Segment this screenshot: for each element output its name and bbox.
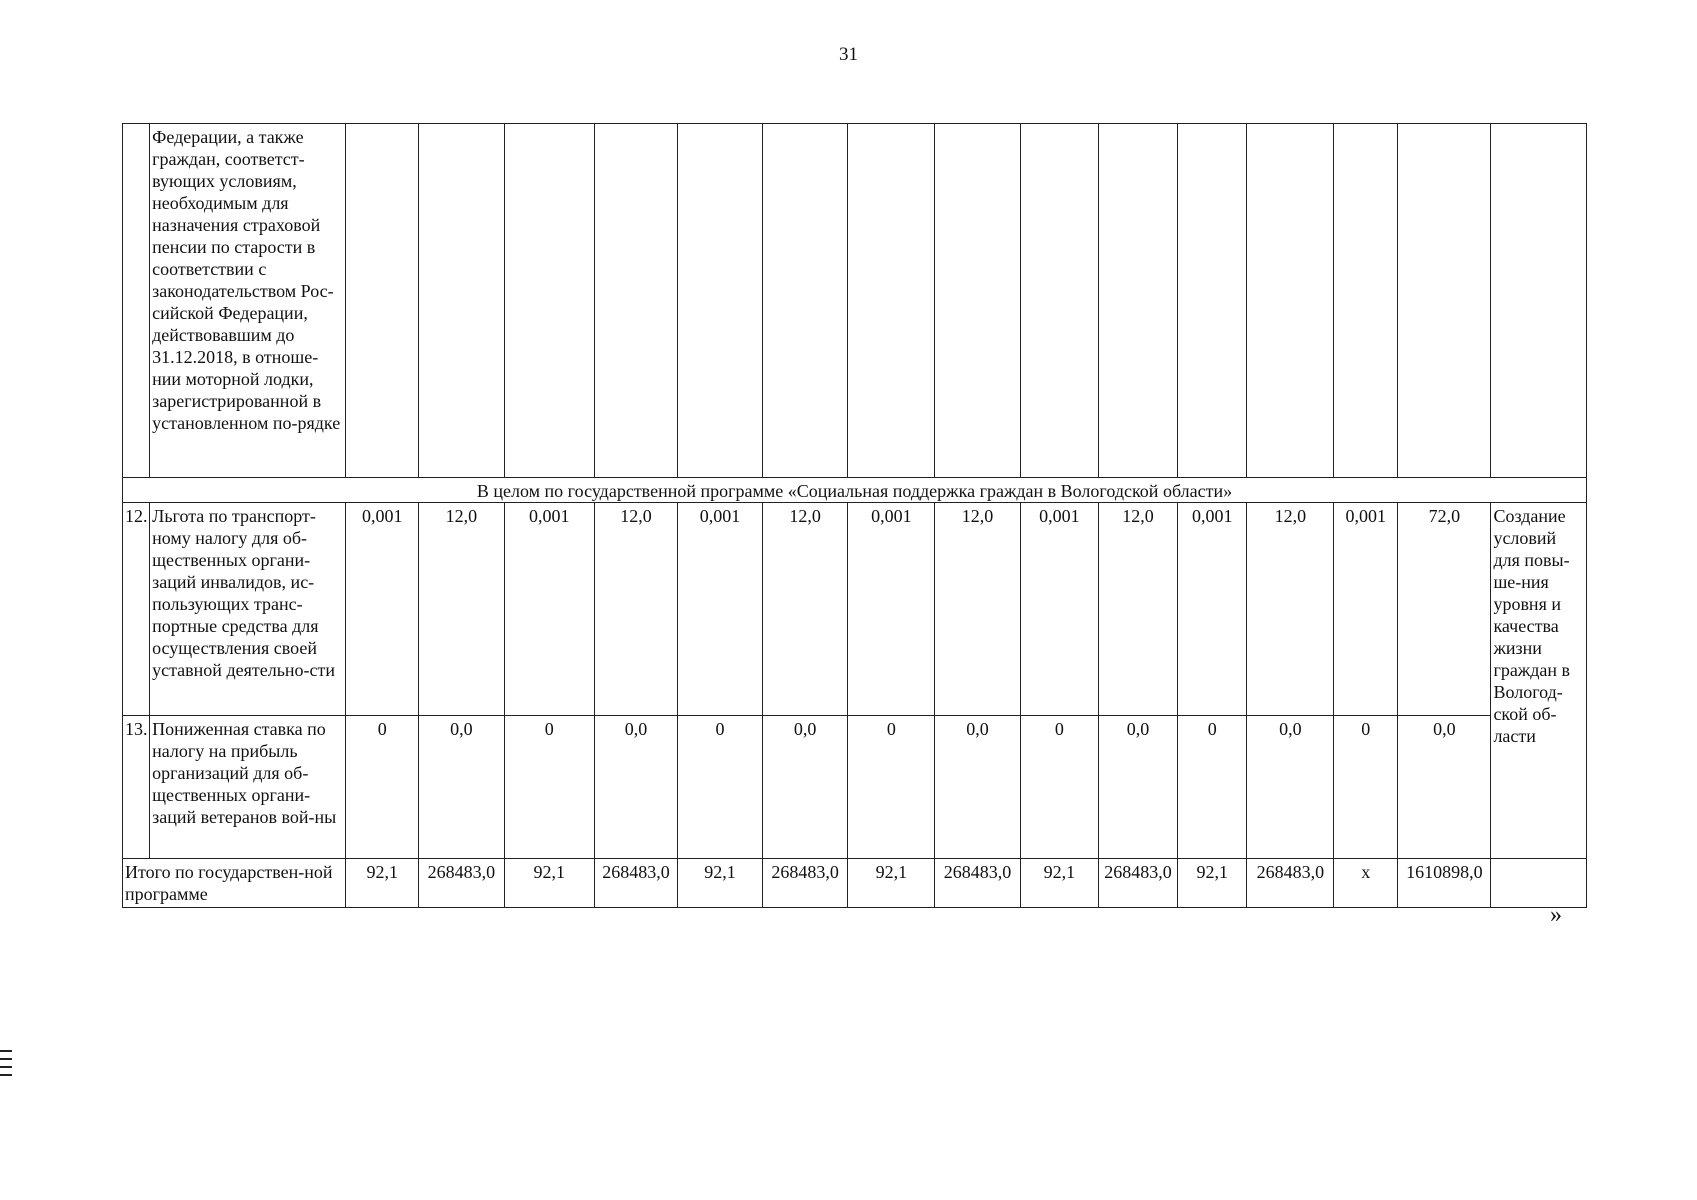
value-cell (1247, 124, 1334, 478)
margin-mark (0, 1050, 12, 1052)
value-cell: 12,0 (1098, 503, 1177, 716)
row-description: Федерации, а также граждан, соответст-вующих условиям, необходимым для назначения страховой пенсии по старости в соответствии с законодательством Рос-сийской Федерации, действовавшим до 31.12.2018, в отноше-нии моторной лодки, зарегистрированной в установленном по-рядке (150, 124, 346, 478)
table-row (123, 716, 1587, 859)
total-value-cell: 92,1 (1178, 859, 1247, 908)
value-cell (935, 124, 1021, 478)
value-cell (1098, 124, 1177, 478)
row-description: Льгота по транспорт-ному налогу для об-щественных органи-заций инвалидов, ис-пользующих транс-портные средства для осуществления своей уставной деятельно-сти (150, 503, 346, 716)
value-cell: 0,001 (678, 503, 763, 716)
total-value-cell: 268483,0 (419, 859, 505, 908)
value-cell: 0,0 (935, 716, 1021, 859)
total-value-cell: 92,1 (678, 859, 763, 908)
value-cell: 0,0 (1098, 716, 1177, 859)
value-cell: 0,001 (346, 503, 419, 716)
value-cell: 12,0 (762, 503, 848, 716)
margin-mark (0, 1074, 12, 1076)
table-row (123, 503, 1587, 716)
value-cell: 0,0 (419, 716, 505, 859)
margin-mark (0, 1066, 12, 1068)
value-cell: 0 (1334, 716, 1398, 859)
total-value-cell: 268483,0 (935, 859, 1021, 908)
value-cell: 12,0 (594, 503, 678, 716)
value-cell: 0,001 (1334, 503, 1398, 716)
scan-margin-marks (0, 1050, 12, 1082)
total-value-cell: 92,1 (346, 859, 419, 908)
section-header-row (123, 478, 1587, 503)
value-cell: 12,0 (1247, 503, 1334, 716)
program-table (122, 123, 1587, 908)
total-value-cell: 268483,0 (1098, 859, 1177, 908)
value-cell (504, 124, 594, 478)
margin-mark (0, 1058, 12, 1060)
value-cell (594, 124, 678, 478)
section-header: В целом по государственной программе «Социальная поддержка граждан в Вологодской области» (123, 478, 1587, 503)
page-number: 31 (839, 44, 858, 65)
value-cell: 0 (346, 716, 419, 859)
total-row (123, 859, 1587, 908)
value-cell: 0 (848, 716, 935, 859)
result-cell (1491, 859, 1587, 908)
value-cell (346, 124, 419, 478)
value-cell: 72,0 (1398, 503, 1491, 716)
value-cell: 0 (504, 716, 594, 859)
row-number: 13. (123, 716, 150, 859)
row-description: Пониженная ставка по налогу на прибыль организаций для об-щественных органи-заций ветеранов вой-ны (150, 716, 346, 859)
total-value-cell: 1610898,0 (1398, 859, 1491, 908)
value-cell: 0,0 (1247, 716, 1334, 859)
value-cell: 0,0 (762, 716, 848, 859)
total-value-cell: 268483,0 (762, 859, 848, 908)
value-cell: 0,001 (1020, 503, 1098, 716)
result-cell: Создание условий для повы-ше-ния уровня и качества жизни граждан в Вологод-ской об-ласти (1491, 503, 1587, 859)
value-cell: 12,0 (419, 503, 505, 716)
value-cell: 0,0 (594, 716, 678, 859)
closing-quote-mark: » (1550, 902, 1562, 928)
value-cell (762, 124, 848, 478)
value-cell (678, 124, 763, 478)
total-label: Итого по государствен-ной программе (123, 859, 346, 908)
total-value-cell: 268483,0 (1247, 859, 1334, 908)
value-cell (1398, 124, 1491, 478)
value-cell: 0 (1020, 716, 1098, 859)
total-value-cell: 92,1 (848, 859, 935, 908)
total-value-cell: 92,1 (1020, 859, 1098, 908)
value-cell: 0,001 (504, 503, 594, 716)
result-cell (1491, 124, 1587, 478)
table-row (123, 124, 1587, 478)
value-cell: 0 (1178, 716, 1247, 859)
value-cell (1178, 124, 1247, 478)
value-cell: 0,001 (1178, 503, 1247, 716)
total-value-cell: x (1334, 859, 1398, 908)
value-cell (1020, 124, 1098, 478)
row-number: 12. (123, 503, 150, 716)
value-cell (419, 124, 505, 478)
value-cell: 0,0 (1398, 716, 1491, 859)
total-value-cell: 268483,0 (594, 859, 678, 908)
row-number-cell (123, 124, 150, 478)
total-value-cell: 92,1 (504, 859, 594, 908)
value-cell: 0,001 (848, 503, 935, 716)
value-cell (848, 124, 935, 478)
value-cell (1334, 124, 1398, 478)
value-cell: 0 (678, 716, 763, 859)
value-cell: 12,0 (935, 503, 1021, 716)
